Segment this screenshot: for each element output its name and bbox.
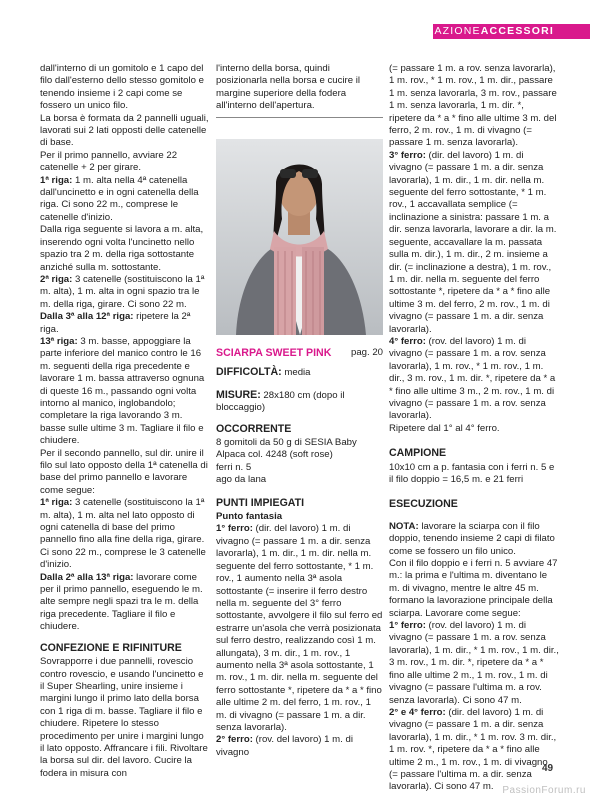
- instruction-row: 4° ferro: (rov. del lavoro) 1 m. di vivagno (= passare 1 m. a rov. senza lavorarla), 1 m. rov., * 1 m. rov., 1 m. dir., 3 m. rov., 1 m. dir. *, ripetere da * a * fino alle ultime 3 m., 2 m. rov., 1 m. di vivagno (= passare 1 m. a rov. senza lavorarla).: [389, 335, 556, 422]
- column-left: [40, 63, 210, 780]
- paragraph: Dalla 2ª alla 13ª riga: lavorare come per il primo pannello, eseguendo le m. alte sempre negli spazi tra le m. della riga precedente. Tagliare il filo e chiudere.: [40, 571, 203, 633]
- column-middle-body: [216, 347, 383, 759]
- instruction-row: 1° ferro: (dir. del lavoro) 1 m. di vivagno (= passare 1 m. a dir. senza lavorarla), 1 m. dir., 1 m. dir. nella m. seguente del ferro sottostante, * 1 m. rov., 1 aumento nella 3ª asola sottostante (= inserire il ferro destro nella m. seguente del 3° ferro sottostante, avvolgere il filo sul ferro ed estrarre un'asola che verrà posizionata sul ferro destro, realizzando così 1 m. allungata), 3 m. dir., 1 m. rov., 1 aumento nella 3ª asola sottostante, 1 m. rov., 1 m. dir. nella m. seguente del ferro sottostante *, ripetere da * a * fino alle ultime 2 m. del ferro, 1 m. rov., 1 m. di vivagno (= passare 1 m. a dir. senza lavorarla).: [216, 523, 383, 733]
- watermark: PassionForum.ru: [502, 785, 586, 796]
- paragraph: La borsa è formata da 2 pannelli uguali, lavorati sui 2 lati opposti delle catenelle di base.: [40, 112, 209, 149]
- sample-heading: CAMPIONE: [389, 447, 447, 460]
- stitches-heading: PUNTI IMPIEGATI: [216, 496, 305, 509]
- header-title: SPIEGAZIONEACCESSORI: [396, 25, 554, 37]
- materials-heading: OCCORRENTE: [216, 422, 292, 435]
- instruction-row: (= passare 1 m. a rov. senza lavorarla), 1 m. rov., * 1 m. rov., 1 m. dir., passare 1 m. senza lavorarla, 3 m. rov., passare 1 m. senza lavorarla, 1 m. dir. *, ripetere da * a * fino alle ultime 3 m. del ferro, 2 m. rov., 1 m. di vivagno (= passare 1 m. senza lavorarla).: [389, 63, 557, 149]
- pattern-title: SCIARPA SWEET PINK: [216, 347, 332, 359]
- col2-intro: l'interno della borsa, quindi posizionarla nella borsa e cucire il margine superiore della fodera all'interno dell'apertura.: [216, 63, 360, 112]
- column-right: [389, 63, 559, 794]
- execution-paragraph: Con il filo doppio e i ferri n. 5 avviare 47 m.: la prima e l'ultima m. diventano le m. di vivagno, mentre le altre 45 m. formano la lavorazione principale della sciarpa. Lavorare come segue:: [389, 558, 558, 619]
- paragraph: Per il secondo pannello, sul dir. unire il filo sul lato opposto della 1ª catenella di base del primo pannello e lavorare come segue:: [40, 447, 208, 496]
- execution-paragraph: 1° ferro: (rov. del lavoro) 1 m. di vivagno (= passare 1 m. a rov. senza lavorarla), 1 m. dir., * 1 m. rov., 1 m. dir., 3 m. rov., 1 m. dir. *, ripetere da * a * fino alle ultime 2 m., 1 m. rov., 1 m. di vivagno (= passare l'ultima m. a rov. senza lavorarla). Ci sono 47 m.: [389, 620, 559, 706]
- page-header: [0, 24, 590, 39]
- paragraph: Dalla 3ª alla 12ª riga: ripetere la 2ª riga.: [40, 311, 191, 335]
- paragraph: dall'interno di un gomitolo e 1 capo del filo dall'esterno dello stesso gomitolo e tenendo insieme i 2 capi come se fossero un unico filo.: [40, 63, 204, 112]
- divider: [216, 117, 383, 118]
- instruction-row: 3° ferro: (dir. del lavoro) 1 m. di vivagno (= passare 1 m. a dir. senza lavorarla), 1 m. dir., 1 m. dir. nella m. seguente del ferro sottostante, * 1 m. rov., 1 accavallata semplice (= inclinazione a sinistra: passare 1 m. a dir. senza lavorarla, lavorare a dir. la m. seguente, accavallare la m. passata sulla m. dir.), 1 m. dir., 2 m. insieme a dir. (= inclinazione a destra), 1 m. rov., 1 m. dir. nella m. seguente del ferro sottostante *, ripetere da * a * fino alle ultime 3 m. del ferro, 2 m. rov., 1 m. di vivagno (= passare 1 m. a dir. senza lavorarla).: [389, 149, 557, 335]
- difficulty: DIFFICOLTÀ: media: [216, 366, 311, 379]
- paragraph: 1ª riga: 1 m. alta nella 4ª catenella dall'uncinetto e in ogni catenella della riga. Ci sono 22 m., comprese le catenelle d'inizio.: [40, 174, 199, 223]
- material-item: ferri n. 5: [216, 461, 252, 473]
- paragraph: 13ª riga: 3 m. basse, appoggiare la parte inferiore del manico contro le 16 m. seguenti della riga precedente e lavorare 1 m. bassa attraverso ognuna di queste 16 m., passando ogni volta intorno al manico, inglobandolo; completare la riga lavorando 3 m. basse sulle ultime 3 m. Tagliare il filo e chiudere.: [40, 335, 205, 447]
- material-item: ago da lana: [216, 474, 267, 486]
- pattern-photo: [216, 139, 383, 335]
- paragraph: 1ª riga: 3 catenelle (sostituiscono la 1ª m. alta), 1 m. alta nel lato opposto di ogni catenella di base del primo pannello fino alla fine della riga, girare. Ci sono 22 m., comprese le 3 catenelle d'inizio.: [40, 497, 206, 571]
- instruction-row: 2° ferro: (rov. del lavoro) 1 m. di vivagno: [216, 734, 353, 758]
- column-middle: [216, 63, 383, 113]
- stitch-subheading: Punto fantasia: [216, 511, 283, 523]
- paragraph: Per il primo pannello, avviare 22 catenelle + 2 per girare.: [40, 149, 178, 174]
- paragraph: 2ª riga: 3 catenelle (sostituiscono la 1ª m. alta), 1 m. alta in ogni spazio tra le m. della riga, girare. Ci sono 22 m.: [40, 273, 205, 310]
- section-heading: CONFEZIONE E RIFINITURE: [40, 641, 182, 654]
- page-number: 49: [542, 763, 554, 774]
- sample-text: 10x10 cm a p. fantasia con i ferri n. 5 e il filo doppio = 16,5 m. e 21 ferri: [389, 461, 555, 485]
- material-item: 8 gomitoli da 50 g di SESIA Baby Alpaca col. 4248 (soft rose): [216, 437, 357, 461]
- execution-paragraph: NOTA: lavorare la sciarpa con il filo doppio, tenendo insieme 2 capi di filato come se fossero un filo unico.: [389, 520, 555, 557]
- page-reference: pag. 20: [350, 347, 383, 358]
- instruction-row: Ripetere dal 1° al 4° ferro.: [389, 422, 500, 434]
- execution-paragraph: 2° e 4° ferro: (dir. del lavoro) 1 m. di vivagno (= passare 1 m. a dir. senza lavorarla), 1 m. dir., * 1 m. rov. 3 m. dir., 1 m. rov. *, ripetere da * a * fino alle ultime 2 m., 1 m. rov., 1 m. di vivagno (= passare l'ultima m. a dir. senza lavorarla). Ci sono 47 m.: [389, 706, 557, 793]
- paragraph: Sovrapporre i due pannelli, rovescio contro rovescio, e usando l'uncinetto e il Super Shearling, unire insieme i margini lungo il primo lato della borsa con 1 riga di m. basse. Tagliare il filo e chiudere. Ripetere lo stesso procedimento per unire i margini lungo il lato opposto. Affrancare i fili. Rivoltare la borsa sul dir. del lavoro. Cucire la fodera in misura con: [40, 656, 208, 779]
- execution-heading: ESECUZIONE: [389, 498, 458, 511]
- size: MISURE: 28x180 cm (dopo il bloccaggio): [216, 388, 345, 414]
- paragraph: Dalla riga seguente si lavora a m. alta, inserendo ogni volta l'uncinetto nello spazio tra 2 m. della riga sottostante anziché sulla m. sottostante.: [40, 224, 204, 273]
